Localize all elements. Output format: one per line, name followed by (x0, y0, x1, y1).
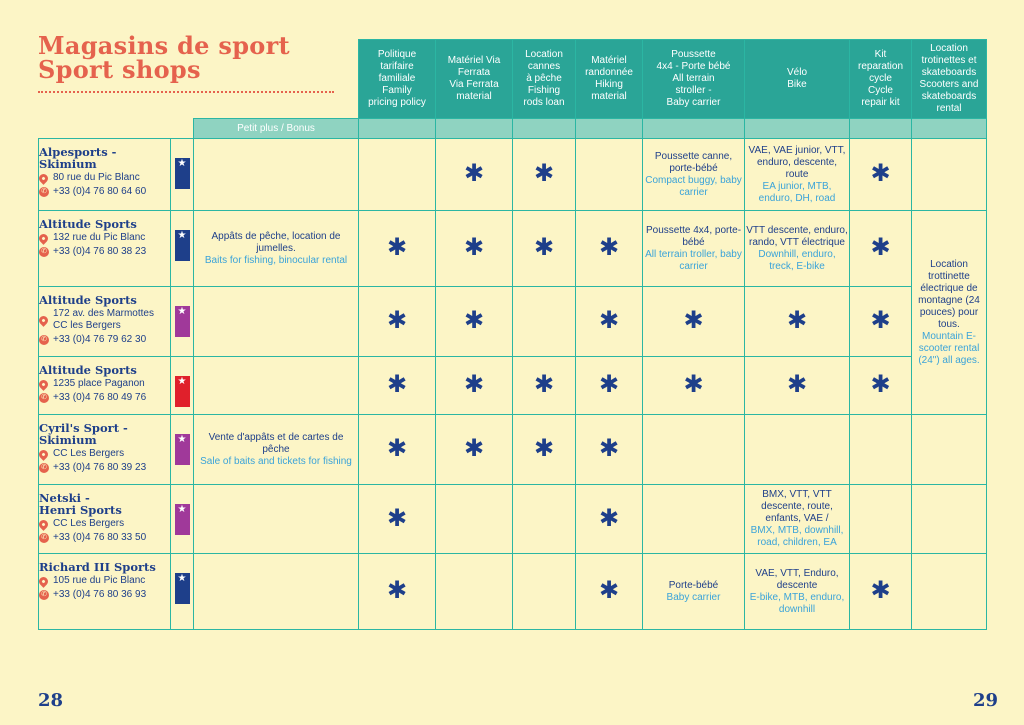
randonnee-cell (576, 139, 643, 211)
canne-cell (513, 415, 576, 485)
shop-name: Richard III Sports (39, 560, 156, 574)
shop-address: 80 rue du Pic Blanc (39, 172, 170, 184)
col-header-trott: Location trotinettes et skateboards Scooters and skateboards rental (912, 40, 987, 119)
badge-cell (171, 554, 194, 630)
location-pin-icon (37, 172, 50, 185)
viaferrata-cell (436, 211, 513, 287)
bonus-cell (194, 287, 359, 357)
asterisk-icon: ✱ (463, 370, 485, 398)
poussette-cell (643, 211, 745, 287)
phone-icon: ✆ (39, 335, 49, 345)
col-header-poussette: Poussette 4x4 - Porte bébé All terrain stroller - Baby carrier (643, 40, 745, 119)
velo-fr: VAE, VTT, Enduro, descente (755, 567, 839, 591)
asterisk-icon: ✱ (598, 576, 620, 604)
viaferrata-cell (436, 357, 513, 415)
shops-table (38, 39, 987, 630)
title-en: Sport shops (38, 55, 201, 84)
shop-name: Cyril's Sport - Skimium (39, 421, 128, 447)
asterisk-icon: ✱ (463, 233, 485, 261)
phone-icon: ✆ (39, 393, 49, 403)
asterisk-icon: ✱ (598, 434, 620, 462)
phone-icon: ✆ (39, 247, 49, 257)
shop-name: Altitude Sports (39, 217, 137, 231)
poussette-cell (643, 554, 745, 630)
velo-en: E-bike, MTB, enduro, downhill (749, 591, 845, 615)
col-header-kit: Kit reparation cycle Cycle repair kit (850, 40, 912, 119)
shop-phone: ✆ +33 (0)4 76 79 62 30 (39, 334, 170, 346)
asterisk-icon: ✱ (870, 306, 891, 334)
shop-address: CC Les Bergers (39, 518, 170, 530)
poussette-cell (643, 485, 745, 554)
randonnee-cell (576, 287, 643, 357)
velo-cell (745, 415, 850, 485)
badge-cell (171, 485, 194, 554)
asterisk-icon: ✱ (683, 370, 704, 398)
star-flag-icon: ★ (175, 434, 190, 465)
trott-note-en: Mountain E-scooter rental (24") all ages. (918, 330, 980, 366)
asterisk-icon: ✱ (533, 434, 555, 462)
asterisk-icon: ✱ (598, 503, 620, 532)
trott-cell (912, 554, 987, 630)
politique-cell (359, 415, 436, 485)
asterisk-icon: ✱ (386, 503, 408, 532)
velo-fr: BMX, VTT, VTT descente, route, enfants, VAE / (761, 489, 833, 524)
asterisk-icon: ✱ (386, 233, 408, 261)
asterisk-icon: ✱ (870, 576, 891, 604)
location-pin-icon (37, 378, 50, 391)
velo-cell (745, 554, 850, 630)
asterisk-icon: ✱ (870, 370, 891, 398)
asterisk-icon: ✱ (386, 434, 408, 462)
shop-info (39, 357, 171, 415)
canne-cell (513, 211, 576, 287)
shop-info (39, 211, 171, 287)
canne-cell (513, 554, 576, 630)
canne-cell (513, 287, 576, 357)
randonnee-cell (576, 211, 643, 287)
poussette-fr: Poussette canne, porte-bébé (654, 150, 733, 174)
kit-cell (850, 211, 912, 287)
viaferrata-cell (436, 287, 513, 357)
velo-cell (745, 211, 850, 287)
location-pin-icon (37, 575, 50, 588)
asterisk-icon: ✱ (870, 159, 891, 187)
velo-cell (745, 357, 850, 415)
badge-cell (171, 211, 194, 287)
bonus-en: Sale of baits and tickets for fishing (200, 455, 352, 467)
shop-row (39, 139, 987, 211)
asterisk-icon: ✱ (598, 233, 620, 261)
kit-cell (850, 357, 912, 415)
randonnee-cell (576, 485, 643, 554)
shop-name: Netski - Henri Sports (39, 491, 122, 517)
asterisk-icon: ✱ (786, 370, 808, 398)
poussette-en: Compact buggy, baby carrier (645, 174, 742, 198)
shop-name: Altitude Sports (39, 293, 137, 307)
badge-cell (171, 139, 194, 211)
viaferrata-cell (436, 485, 513, 554)
bonus-fr: Appâts de pêche, location de jumelles. (211, 230, 341, 254)
shop-address: 1235 place Paganon (39, 378, 170, 390)
poussette-en: All terrain troller, baby carrier (645, 248, 742, 272)
randonnee-cell (576, 415, 643, 485)
star-flag-icon: ★ (175, 306, 190, 337)
shop-phone: ✆ +33 (0)4 76 80 49 76 (39, 392, 170, 404)
kit-cell (850, 139, 912, 211)
bonus-cell (194, 357, 359, 415)
trott-cell (912, 211, 987, 415)
asterisk-icon: ✱ (386, 576, 408, 604)
shop-phone: ✆ +33 (0)4 76 80 36 93 (39, 589, 170, 601)
asterisk-icon: ✱ (870, 233, 891, 261)
subheader-row (39, 119, 987, 139)
kit-cell (850, 485, 912, 554)
shop-phone: ✆ +33 (0)4 76 80 33 50 (39, 532, 170, 544)
col-header-canne: Location cannes à pêche Fishing rods loan (513, 40, 576, 119)
trott-note-fr: Location trottinette électrique de montagne (24 pouces) pour tous. (918, 258, 980, 330)
viaferrata-cell (436, 415, 513, 485)
canne-cell (513, 139, 576, 211)
col-header-politique: Politique tarifaire familiale Family pricing policy (359, 40, 436, 119)
shop-row (39, 415, 987, 485)
velo-en: BMX, MTB, downhill, road, children, EA (750, 525, 844, 548)
star-flag-icon: ★ (175, 376, 190, 407)
bonus-fr: Vente d'appâts et de cartes de pêche (208, 431, 344, 455)
shop-info (39, 139, 171, 211)
poussette-en: Baby carrier (666, 591, 721, 603)
trott-cell (912, 485, 987, 554)
velo-en: Downhill, enduro, treck, E-bike (758, 248, 836, 272)
asterisk-icon: ✱ (598, 370, 620, 398)
shop-name: Alpesports - Skimium (39, 145, 117, 171)
velo-fr: VTT descente, enduro, rando, VTT électrique (746, 224, 848, 248)
asterisk-icon: ✱ (533, 370, 555, 398)
location-pin-icon (37, 518, 50, 531)
shop-phone: ✆ +33 (0)4 76 80 39 23 (39, 462, 170, 474)
politique-cell (359, 287, 436, 357)
shop-row (39, 287, 987, 357)
shop-address: CC Les Bergers (39, 448, 170, 460)
asterisk-icon: ✱ (463, 434, 485, 462)
shop-row (39, 485, 987, 554)
kit-cell (850, 415, 912, 485)
trott-cell (912, 139, 987, 211)
badge-cell (171, 287, 194, 357)
star-flag-icon: ★ (175, 573, 190, 604)
bonus-cell (194, 139, 359, 211)
star-flag-icon: ★ (175, 504, 190, 535)
velo-en: EA junior, MTB, enduro, DH, road (758, 180, 836, 204)
asterisk-icon: ✱ (386, 370, 408, 398)
star-flag-icon: ★ (175, 158, 190, 189)
politique-cell (359, 139, 436, 211)
bonus-header: Petit plus / Bonus (194, 119, 359, 139)
randonnee-cell (576, 357, 643, 415)
location-pin-icon (37, 232, 50, 245)
poussette-cell (643, 139, 745, 211)
location-pin-icon (37, 448, 50, 461)
bonus-cell (194, 415, 359, 485)
asterisk-icon: ✱ (683, 306, 704, 334)
shop-row (39, 357, 987, 415)
phone-icon: ✆ (39, 187, 49, 197)
phone-icon: ✆ (39, 590, 49, 600)
location-pin-icon (37, 314, 50, 327)
shop-phone: ✆ +33 (0)4 76 80 64 60 (39, 186, 170, 198)
asterisk-icon: ✱ (533, 233, 555, 261)
shop-info (39, 485, 171, 554)
badge-cell (171, 415, 194, 485)
randonnee-cell (576, 554, 643, 630)
velo-fr: VAE, VAE junior, VTT, enduro, descente, route (748, 144, 846, 180)
velo-cell (745, 139, 850, 211)
phone-icon: ✆ (39, 463, 49, 473)
kit-cell (850, 554, 912, 630)
politique-cell (359, 485, 436, 554)
shop-address: 132 rue du Pic Blanc (39, 232, 170, 244)
poussette-cell (643, 415, 745, 485)
shop-phone: ✆ +33 (0)4 76 80 38 23 (39, 246, 170, 258)
poussette-cell (643, 287, 745, 357)
asterisk-icon: ✱ (598, 306, 620, 334)
asterisk-icon: ✱ (463, 306, 485, 334)
trott-cell (912, 415, 987, 485)
velo-cell (745, 485, 850, 554)
asterisk-icon: ✱ (786, 306, 808, 334)
canne-cell (513, 485, 576, 554)
shop-name: Altitude Sports (39, 363, 137, 377)
shop-address: 172 av. des Marmottes CC les Bergers (39, 308, 170, 332)
bonus-cell (194, 554, 359, 630)
badge-cell (171, 357, 194, 415)
shop-info (39, 554, 171, 630)
header-row (39, 40, 987, 119)
velo-cell (745, 287, 850, 357)
bonus-cell (194, 211, 359, 287)
bonus-cell (194, 485, 359, 554)
page-number-left: 28 (38, 690, 64, 711)
shop-info (39, 287, 171, 357)
asterisk-icon: ✱ (463, 159, 485, 187)
col-header-randonnee: Matériel randonnée Hiking material (576, 40, 643, 119)
col-header-viaferrata: Matériel Via Ferrata Via Ferrata material (436, 40, 513, 119)
shop-row (39, 211, 987, 287)
phone-icon: ✆ (39, 533, 49, 543)
politique-cell (359, 357, 436, 415)
col-header-velo: Vélo Bike (745, 40, 850, 119)
shop-row (39, 554, 987, 630)
asterisk-icon: ✱ (386, 306, 408, 334)
poussette-cell (643, 357, 745, 415)
politique-cell (359, 554, 436, 630)
viaferrata-cell (436, 139, 513, 211)
poussette-fr: Poussette 4x4, porte-bébé (645, 224, 742, 248)
bonus-en: Baits for fishing, binocular rental (204, 254, 348, 266)
canne-cell (513, 357, 576, 415)
shop-info (39, 415, 171, 485)
star-flag-icon: ★ (175, 230, 190, 261)
viaferrata-cell (436, 554, 513, 630)
shop-address: 105 rue du Pic Blanc (39, 575, 170, 587)
asterisk-icon: ✱ (533, 159, 555, 187)
politique-cell (359, 211, 436, 287)
poussette-fr: Porte-bébé (668, 579, 719, 591)
kit-cell (850, 287, 912, 357)
page-number-right: 29 (972, 690, 998, 711)
title-fr: Magasins de sport (38, 31, 290, 60)
